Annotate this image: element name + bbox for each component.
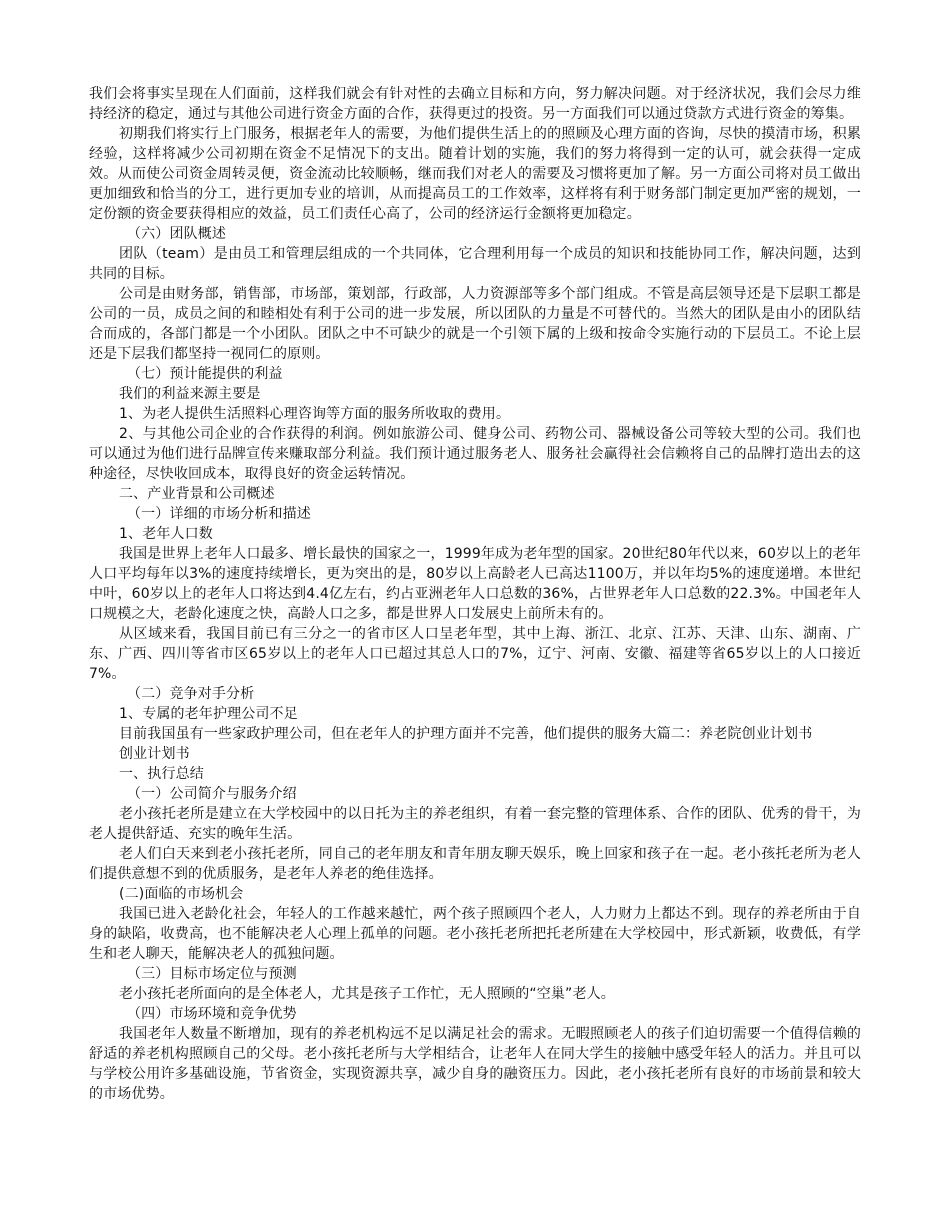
section-heading-competitors: （二）竞争对手分析 [127,686,255,702]
section-heading-company-intro: （一）公司简介与服务介绍 [127,786,297,802]
title-business-plan: 创业计划书 [119,746,190,762]
list-item-benefit-2: 2、与其他公司企业的合作获得的利润。例如旅游公司、健身公司、药物公司、器械设备公司等较大型的公司。我们也可以通过为他们进行品牌宣传来赚取部分利益。我们预计通过服务老人、服务社会赢得社会信赖将自己的品牌打造出去的这种途径，尽快收回成本，取得良好的资金运转情况。 [89,426,861,482]
section-heading-opportunity: (二)面临的市场机会 [119,886,244,902]
section-heading-industry: 二、产业背景和公司概述 [119,486,275,502]
section-heading-market-analysis: （一）详细的市场分析和描述 [127,506,311,522]
paragraph-daily-service: 老人们白天来到老小孩托老所，同自己的老年朋友和青年朋友聊天娱乐，晚上回家和孩子在一起。老小孩托老所为老人们提供意想不到的优质服务，是老年人养老的绝佳选择。 [89,846,861,882]
paragraph-environment: 我国老年人数量不断增加，现有的养老机构远不足以满足社会的需求。无暇照顾老人的孩子们迫切需要一个值得信赖的舒适的养老机构照顾自己的父母。老小孩托老所与大学相结合，让老年人在同大学生的接触中感受年轻人的活力。并且可以与学校公用许多基础设施，节省资金，实现资源共享，减少自身的融资压力。因此，老小孩托老所有良好的市场前景和较大的市场优势。 [89,1026,861,1102]
subheading-elderly-population: 1、老年人口数 [119,526,213,542]
paragraph-financing: 我们会将事实呈现在人们面前，这样我们就会有针对性的去确立目标和方向，努力解决问题。对于经济状况，我们会尽力维持经济的稳定，通过与其他公司进行资金方面的合作，获得更过的投资。另一方面我们可以通过贷款方式进行资金的筹集。 [89,86,861,122]
paragraph-target-market: 老小孩托老所面向的是全体老人，尤其是孩子工作忙，无人照顾的“空巢”老人。 [119,986,615,1002]
paragraph-population-stats: 我国是世界上老年人口最多、增长最快的国家之一，1999年成为老年型的国家。20世纪80年代以来，60岁以上的老年人口平均每年以3%的速度持续增长，更为突出的是，80岁以上高龄老人已高达1100万，并以年均5%的速度递增。本世纪中叶，60岁以上的老年人口将达到4.4亿左右，约占亚洲老年人口总数的36%，占世界老年人口总数的22.3%。中国老年人口规模之大，老龄化速度之快，高龄人口之多，都是世界人口发展史上前所未有的。 [89,546,861,622]
paragraph-opportunity: 我国已进入老龄化社会，年轻人的工作越来越忙，两个孩子照顾四个老人，人力财力上都达不到。现存的养老所由于自身的缺陷，收费高，也不能解决老人心理上孤单的问题。老小孩托老所把托老所建在大学校园中，形式新颖，收费低，有学生和老人聊天，能解决老人的孤独问题。 [89,906,861,962]
paragraph-care-status: 目前我国虽有一些家政护理公司，但在老年人的护理方面并不完善，他们提供的服务大篇二：养老院创业计划书 [119,726,813,742]
section-heading-team: （六）团队概述 [127,226,227,242]
paragraph-regional: 从区域来看，我国目前已有三分之一的省市区人口呈老年型，其中上海、浙江、北京、江苏、天津、山东、湖南、广东、广西、四川等省市区65岁以上的老年人口已超过其总人口的7%，辽宁、河南、安徽、福建等省65岁以上的人口接近7%。 [89,626,861,682]
section-heading-environment: （四）市场环境和竞争优势 [127,1006,297,1022]
paragraph-team-definition: 团队（team）是由员工和管理层组成的一个共同体，它合理利用每一个成员的知识和技能协同工作，解决问题，达到共同的目标。 [89,246,861,282]
paragraph-company-intro: 老小孩托老所是建立在大学校园中的以日托为主的养老组织，有着一套完整的管理体系、合作的团队、优秀的骨干，为老人提供舒适、充实的晚年生活。 [89,806,861,842]
paragraph-departments: 公司是由财务部，销售部，市场部，策划部，行政部，人力资源部等多个部门组成。不管是高层领导还是下层职工都是公司的一员，成员之间的和睦相处有利于公司的进一步发展，所以团队的力量是不可替代的。当然大的团队是由小的团队结合而成的，各部门都是一个小团队。团队之中不可缺少的就是一个引领下属的上级和按命令实施行动的下层员工。不论上层还是下层我们都坚持一视同仁的原则。 [89,286,861,362]
subheading-care-companies: 1、专属的老年护理公司不足 [119,706,298,722]
section-heading-target-market: （三）目标市场定位与预测 [127,966,297,982]
document-body [89,84,861,1104]
paragraph-initial-service: 初期我们将实行上门服务，根据老年人的需要，为他们提供生活上的的照顾及心理方面的咨询，尽快的摸清市场，积累经验，这样将减少公司初期在资金不足情况下的支出。随着计划的实施，我们的努力将得到一定的认可，就会获得一定成效。从而使公司资金周转灵便，资金流动比较顺畅，继而我们对老人的需要及习惯将更加了解。另一方面公司将对员工做出更加细致和恰当的分工，进行更加专业的培训，从而提高员工的工作效率，这样将有利于财务部门制定更加严密的规划，一定份额的资金要获得相应的效益，员工们责任心高了，公司的经济运行金额将更加稳定。 [89,126,861,222]
section-heading-executive-summary: 一、执行总结 [119,766,204,782]
paragraph-benefit-sources: 我们的利益来源主要是 [119,386,261,402]
list-item-benefit-1: 1、为老人提供生活照料心理咨询等方面的服务所收取的费用。 [119,406,511,422]
section-heading-benefits: （七）预计能提供的利益 [127,366,283,382]
